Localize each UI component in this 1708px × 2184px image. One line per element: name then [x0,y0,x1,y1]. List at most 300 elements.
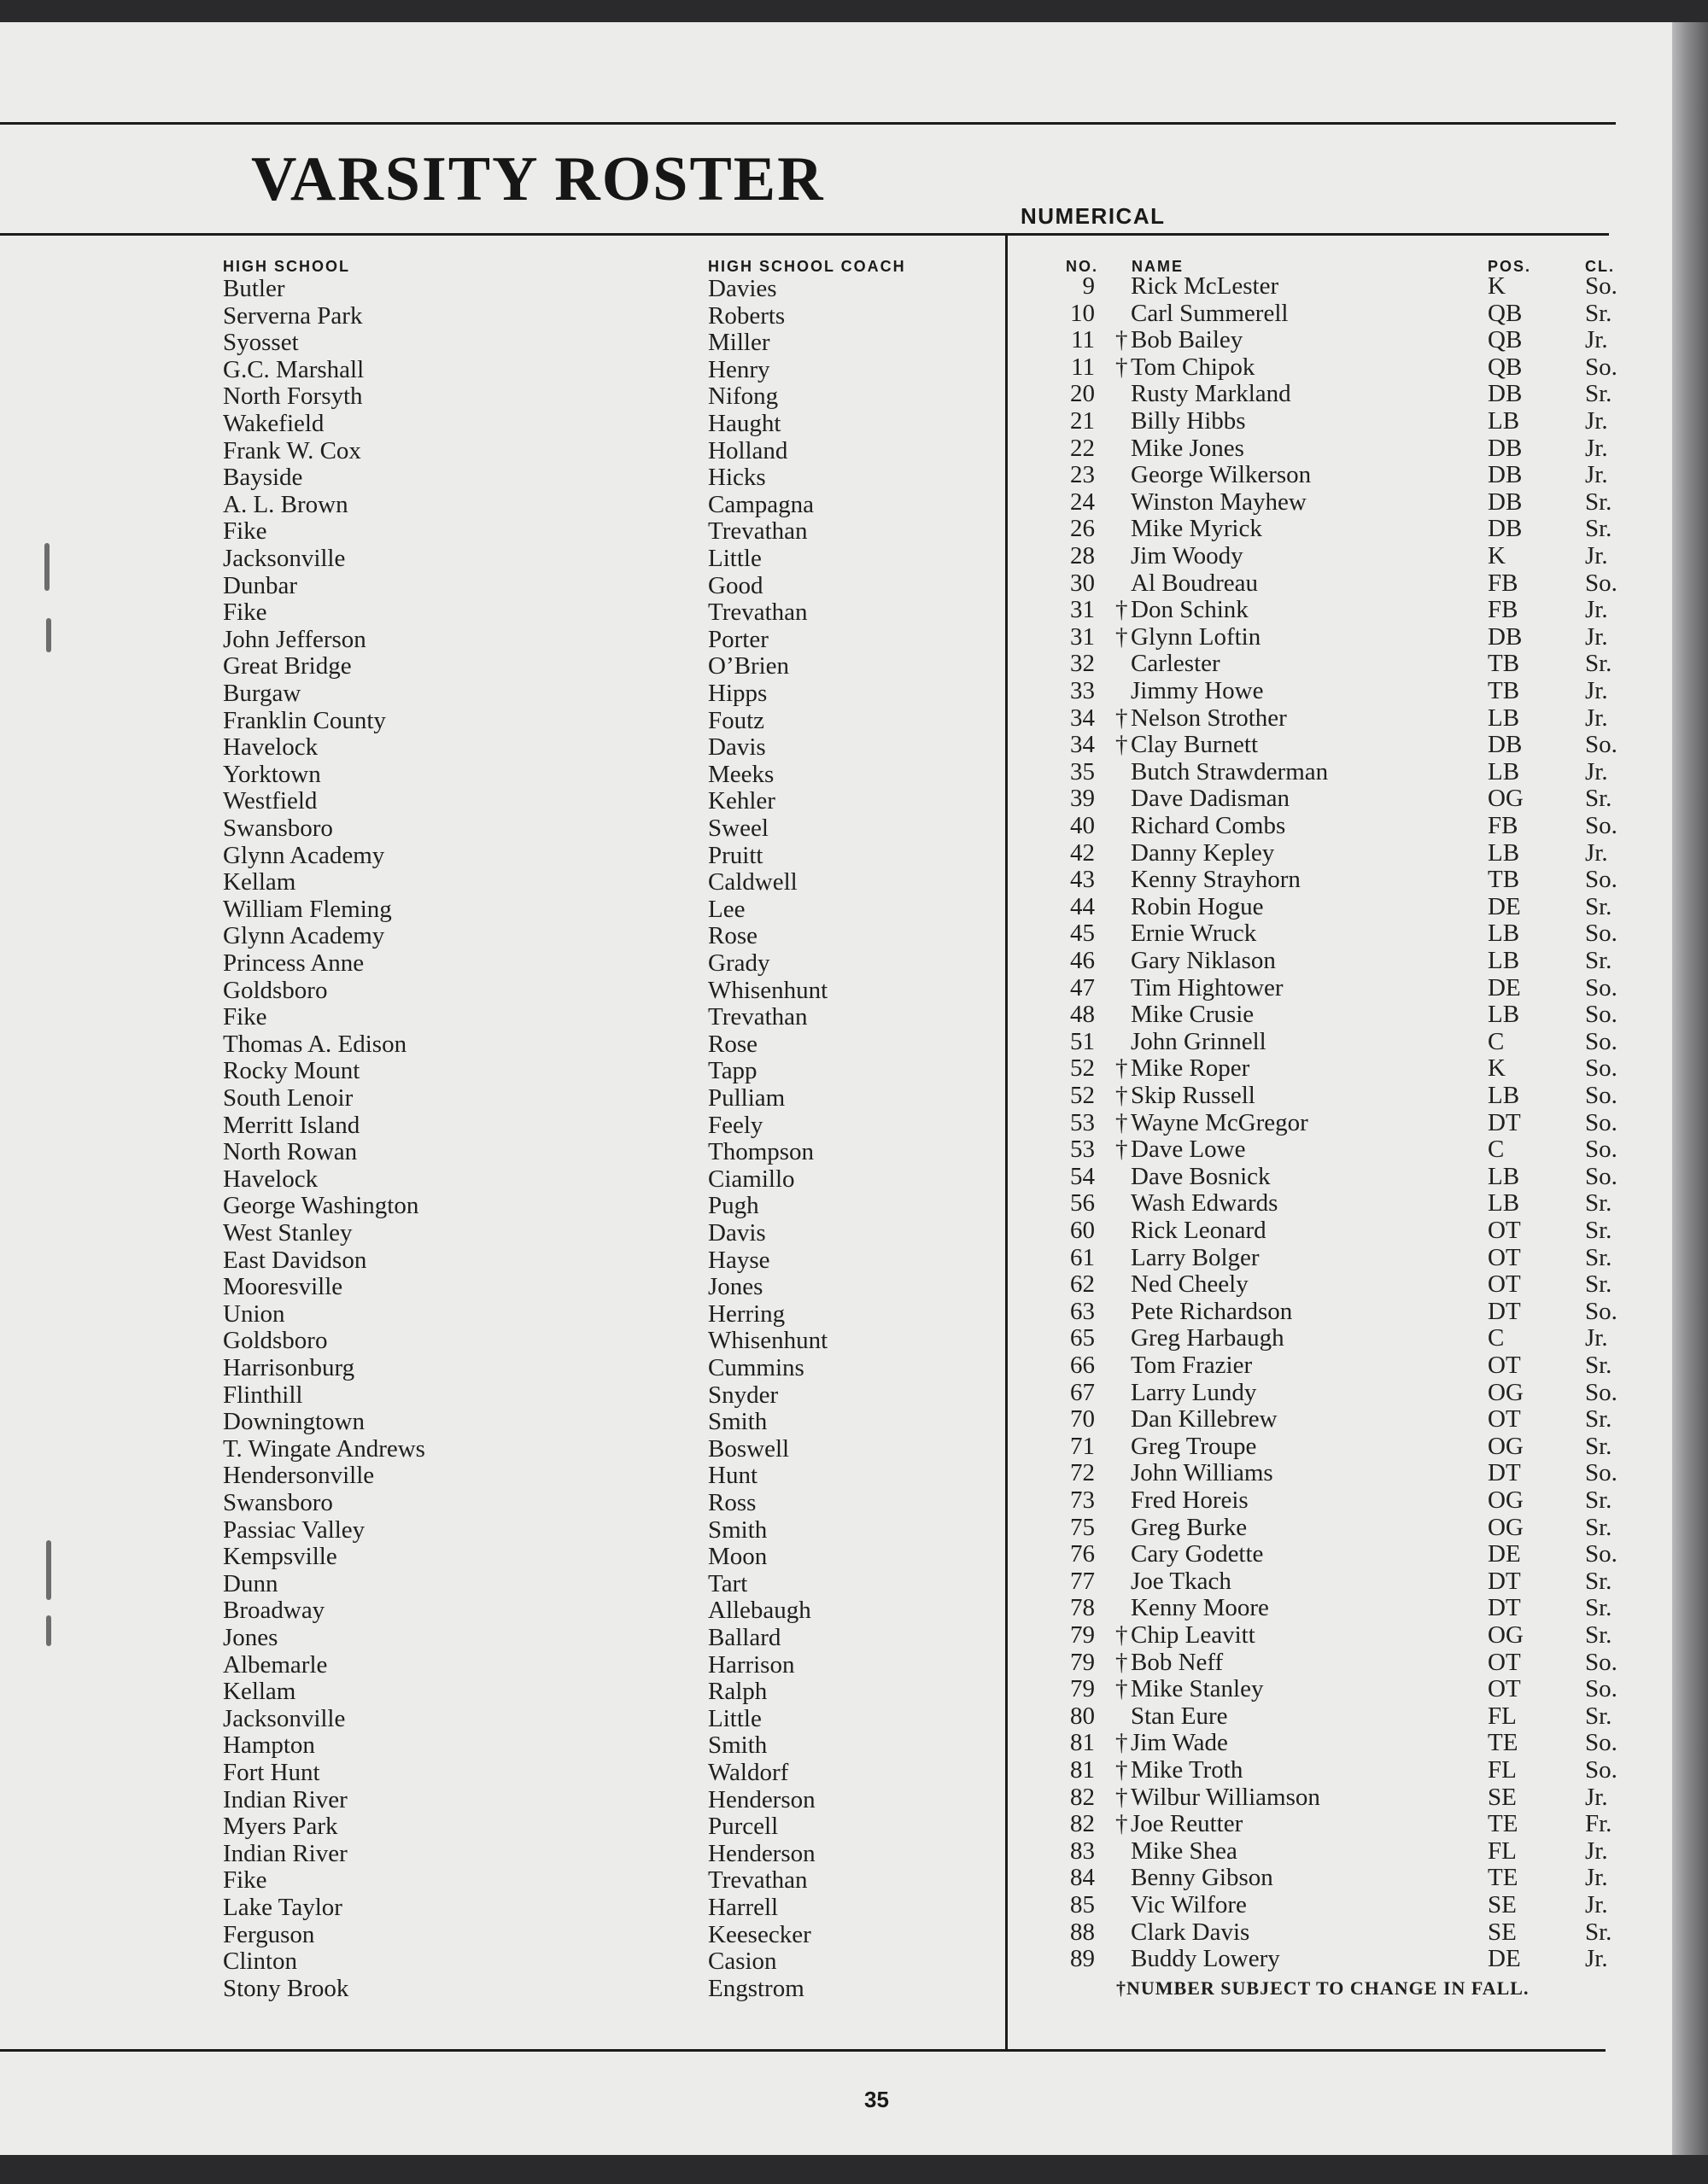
jersey-number-cell: 9 [1082,272,1095,300]
number-change-marker: † [1115,731,1128,759]
jersey-number-cell: 63 [1070,1297,1095,1325]
header-high-school-coach: HIGH SCHOOL COACH [708,258,906,275]
jersey-number-cell: 53 [1070,1136,1095,1164]
player-name-cell: Wash Edwards [1131,1189,1278,1218]
number-change-marker: † [1115,1810,1128,1838]
class-cell: Sr. [1585,1189,1612,1218]
coach-cell: Henderson [708,1785,816,1813]
position-cell: DB [1488,622,1523,651]
class-cell: So. [1585,1729,1617,1757]
coach-cell: Grady [708,949,770,977]
position-cell: OT [1488,1217,1521,1244]
position-cell: DE [1488,973,1521,1001]
high-school-cell: Jacksonville [223,545,346,572]
coach-cell: Smith [708,1408,768,1436]
player-name-cell: Ernie Wruck [1131,920,1257,948]
binder-ring-icon [46,1540,51,1600]
binder-ring-icon [44,543,50,591]
jersey-number-cell: 81 [1070,1756,1095,1784]
position-cell: DB [1488,488,1523,516]
jersey-number-cell: 28 [1070,542,1095,569]
player-name-cell: Cary Godette [1131,1540,1264,1568]
player-name-cell: Joe Reutter [1131,1810,1243,1838]
position-cell: DB [1488,434,1523,462]
high-school-cell: Dunbar [223,571,297,599]
position-cell: DB [1488,515,1523,543]
high-school-cell: Lake Taylor [223,1894,342,1921]
jersey-number-cell: 30 [1070,569,1095,597]
class-cell: Sr. [1585,1352,1612,1379]
player-name-cell: Jimmy Howe [1131,677,1264,704]
high-school-cell: Kellam [223,868,296,896]
jersey-number-cell: 35 [1070,757,1095,785]
position-cell: QB [1488,299,1523,327]
high-school-cell: Swansboro [223,815,333,842]
position-cell: C [1488,1027,1505,1055]
player-name-cell: Vic Wilfore [1131,1891,1247,1918]
high-school-cell: Hendersonville [223,1462,375,1490]
position-cell: LB [1488,920,1520,948]
coach-cell: Smith [708,1515,768,1544]
high-school-cell: Thomas A. Edison [223,1030,407,1058]
high-school-cell: South Lenoir [223,1084,354,1112]
class-cell: So. [1585,1378,1617,1406]
position-cell: TE [1488,1864,1518,1892]
position-cell: OT [1488,1675,1521,1703]
jersey-number-cell: 82 [1070,1783,1095,1811]
coach-cell: Lee [708,895,746,923]
player-name-cell: Mike Stanley [1131,1675,1264,1703]
class-cell: So. [1585,1001,1617,1029]
high-school-cell: Myers Park [223,1813,338,1841]
jersey-number-cell: 34 [1070,731,1095,759]
high-school-cell: Kempsville [223,1543,337,1571]
player-name-cell: Mike Shea [1131,1837,1237,1865]
coach-cell: Snyder [708,1381,779,1409]
player-name-cell: Jim Woody [1131,542,1243,569]
coach-cell: Pruitt [708,841,763,869]
high-school-cell: G.C. Marshall [223,355,365,383]
binder-ring-icon [46,1615,51,1646]
class-cell: Jr. [1585,542,1608,569]
coach-cell: Hayse [708,1246,770,1274]
jersey-number-cell: 77 [1070,1567,1095,1595]
player-name-cell: Rick Leonard [1131,1217,1266,1244]
coach-cell: Meeks [708,760,775,788]
high-school-cell: Serverna Park [223,301,363,330]
high-school-cell: Merritt Island [223,1111,360,1139]
page-title: VARSITY ROSTER [251,144,825,214]
player-name-cell: Mike Roper [1131,1054,1250,1083]
coach-cell: Campagna [708,490,815,518]
position-cell: FB [1488,569,1518,597]
position-cell: OG [1488,1486,1524,1514]
jersey-number-cell: 32 [1070,650,1095,678]
top-rule [0,122,1616,125]
coach-cell: Jones [708,1273,763,1301]
number-change-marker: † [1115,704,1128,732]
class-cell: So. [1585,1756,1617,1784]
class-cell: So. [1585,1540,1617,1568]
coach-cell: Boswell [708,1434,790,1463]
position-cell: OT [1488,1352,1521,1379]
footnote: †NUMBER SUBJECT TO CHANGE IN FALL. [1116,1977,1530,1999]
section-subtitle: NUMERICAL [1021,203,1166,229]
player-name-cell: Rusty Markland [1131,380,1291,408]
position-cell: SE [1488,1918,1517,1946]
jersey-number-cell: 48 [1070,1001,1095,1029]
coach-cell: Davies [708,275,777,302]
jersey-number-cell: 88 [1070,1918,1095,1946]
high-school-cell: Glynn Academy [223,841,385,869]
player-name-cell: Wilbur Williamson [1131,1783,1320,1811]
position-cell: OT [1488,1270,1521,1299]
jersey-number-cell: 79 [1070,1648,1095,1676]
coach-cell: Engstrom [708,1974,804,2002]
player-name-cell: Gary Niklason [1131,947,1276,974]
class-cell: So. [1585,1054,1617,1083]
position-cell: TB [1488,866,1520,894]
player-name-cell: Dan Killebrew [1131,1405,1278,1434]
high-school-cell: William Fleming [223,895,392,923]
coach-cell: Smith [708,1731,768,1760]
high-school-cell: Passiac Valley [223,1515,366,1544]
jersey-number-cell: 47 [1070,973,1095,1001]
position-cell: OG [1488,1378,1524,1406]
jersey-number-cell: 65 [1070,1324,1095,1352]
player-name-cell: Tom Chipok [1131,353,1255,381]
jersey-number-cell: 31 [1070,622,1095,651]
jersey-number-cell: 34 [1070,704,1095,732]
player-name-cell: Carlester [1131,650,1220,678]
jersey-number-cell: 53 [1070,1108,1095,1136]
position-cell: LB [1488,947,1520,974]
header-high-school: HIGH SCHOOL [223,258,351,275]
coach-cell: Feely [708,1111,763,1139]
class-cell: So. [1585,920,1617,948]
jersey-number-cell: 42 [1070,838,1095,867]
jersey-number-cell: 24 [1070,488,1095,516]
coach-cell: Allebaugh [708,1597,811,1625]
class-cell: So. [1585,1459,1617,1487]
class-cell: Sr. [1585,1918,1612,1946]
jersey-number-cell: 78 [1070,1594,1095,1622]
coach-cell: Hipps [708,680,768,707]
high-school-cell: Swansboro [223,1489,333,1516]
jersey-number-cell: 82 [1070,1810,1095,1838]
position-cell: DT [1488,1594,1521,1622]
player-name-cell: Clark Davis [1131,1918,1250,1946]
player-name-cell: Dave Dadisman [1131,785,1290,813]
jersey-number-cell: 56 [1070,1189,1095,1218]
player-name-cell: Pete Richardson [1131,1297,1293,1325]
player-name-cell: Butch Strawderman [1131,757,1329,785]
coach-cell: Ciamillo [708,1165,795,1193]
high-school-cell: Fike [223,599,267,627]
jersey-number-cell: 10 [1070,299,1095,327]
number-change-marker: † [1115,353,1128,381]
player-name-cell: Richard Combs [1131,812,1286,839]
player-name-cell: Wayne McGregor [1131,1108,1308,1136]
high-school-cell: Ferguson [223,1920,315,1948]
jersey-number-cell: 80 [1070,1702,1095,1730]
page-number: 35 [864,2087,889,2112]
class-cell: Sr. [1585,892,1612,920]
position-cell: DE [1488,1540,1521,1568]
number-change-marker: † [1115,1082,1128,1109]
number-change-marker: † [1115,1675,1128,1703]
number-change-marker: † [1115,622,1128,651]
high-school-cell: Goldsboro [223,1327,328,1355]
high-school-cell: Hampton [223,1731,315,1760]
coach-cell: Good [708,571,763,599]
number-change-marker: † [1115,1136,1128,1164]
high-school-cell: Westfield [223,787,318,815]
number-change-marker: † [1115,1729,1128,1757]
number-change-marker: † [1115,1756,1128,1784]
player-name-cell: Ned Cheely [1131,1270,1249,1299]
coach-cell: Harrell [708,1894,779,1921]
coach-cell: Davis [708,733,766,762]
player-name-cell: Stan Eure [1131,1702,1228,1730]
class-cell: Jr. [1585,704,1608,732]
high-school-cell: East Davidson [223,1246,367,1274]
coach-cell: Cummins [708,1354,804,1381]
player-name-cell: John Williams [1131,1459,1273,1487]
class-cell: Sr. [1585,947,1612,974]
jersey-number-cell: 67 [1070,1378,1095,1406]
jersey-number-cell: 44 [1070,892,1095,920]
jersey-number-cell: 33 [1070,677,1095,704]
jersey-number-cell: 26 [1070,515,1095,543]
player-name-cell: Skip Russell [1131,1082,1255,1109]
coach-cell: Waldorf [708,1759,789,1786]
position-cell: SE [1488,1891,1517,1918]
jersey-number-cell: 45 [1070,920,1095,948]
coach-cell: Rose [708,1030,757,1058]
position-cell: FB [1488,596,1518,624]
player-name-cell: Carl Summerell [1131,299,1289,327]
position-cell: FL [1488,1837,1517,1865]
jersey-number-cell: 52 [1070,1082,1095,1109]
jersey-number-cell: 52 [1070,1054,1095,1083]
jersey-number-cell: 22 [1070,434,1095,462]
jersey-number-cell: 66 [1070,1352,1095,1379]
player-name-cell: Bob Bailey [1131,326,1243,354]
player-name-cell: Chip Leavitt [1131,1621,1255,1649]
position-cell: FL [1488,1756,1517,1784]
high-school-cell: Broadway [223,1597,325,1625]
high-school-cell: Fort Hunt [223,1759,320,1786]
player-name-cell: Larry Lundy [1131,1378,1257,1406]
player-name-cell: Nelson Strother [1131,704,1287,732]
high-school-cell: Wakefield [223,410,325,437]
jersey-number-cell: 71 [1070,1432,1095,1460]
class-cell: Jr. [1585,1837,1608,1865]
class-cell: Jr. [1585,1891,1608,1918]
high-school-cell: West Stanley [223,1219,353,1247]
high-school-cell: Indian River [223,1839,348,1867]
class-cell: Sr. [1585,1243,1612,1271]
position-cell: LB [1488,1189,1520,1218]
coach-cell: Hicks [708,464,766,492]
high-school-cell: Indian River [223,1785,348,1813]
high-school-cell: Clinton [223,1947,298,1976]
class-cell: Sr. [1585,1621,1612,1649]
jersey-number-cell: 72 [1070,1459,1095,1487]
class-cell: Jr. [1585,326,1608,354]
high-school-cell: Butler [223,275,285,302]
jersey-number-cell: 73 [1070,1486,1095,1514]
position-cell: OT [1488,1243,1521,1271]
class-cell: So. [1585,569,1617,597]
jersey-number-cell: 40 [1070,812,1095,839]
class-cell: Jr. [1585,677,1608,704]
high-school-cell: Goldsboro [223,976,328,1004]
coach-cell: Nifong [708,382,779,411]
position-cell: OG [1488,1513,1524,1541]
high-school-cell: Jacksonville [223,1704,346,1732]
high-school-cell: Fike [223,517,267,546]
class-cell: Jr. [1585,434,1608,462]
binder-ring-icon [46,618,51,652]
position-cell: OG [1488,785,1524,813]
coach-cell: Moon [708,1543,768,1571]
number-change-marker: † [1115,1783,1128,1811]
class-cell: Sr. [1585,1217,1612,1244]
high-school-cell: Flinthill [223,1381,303,1409]
position-cell: DB [1488,731,1523,759]
player-name-cell: John Grinnell [1131,1027,1266,1055]
class-cell: Fr. [1585,1810,1612,1838]
jersey-number-cell: 11 [1071,326,1095,354]
high-school-cell: Burgaw [223,680,301,707]
high-school-cell: Stony Brook [223,1974,349,2002]
high-school-cell: Downingtown [223,1408,365,1436]
position-cell: LB [1488,407,1520,435]
coach-cell: Foutz [708,706,765,734]
coach-cell: Ballard [708,1624,781,1651]
coach-cell: Henderson [708,1839,816,1867]
coach-cell: Sweel [708,815,769,842]
position-cell: K [1488,1054,1506,1083]
high-school-cell: Franklin County [223,706,386,734]
coach-cell: Henry [708,355,770,383]
position-cell: DT [1488,1459,1521,1487]
high-school-cell: Bayside [223,464,303,492]
position-cell: K [1488,542,1506,569]
class-cell: So. [1585,1108,1617,1136]
class-cell: So. [1585,272,1617,300]
jersey-number-cell: 39 [1070,785,1095,813]
coach-cell: Keesecker [708,1920,811,1948]
class-cell: Sr. [1585,1270,1612,1299]
position-cell: FB [1488,812,1518,839]
jersey-number-cell: 75 [1070,1513,1095,1541]
coach-cell: Trevathan [708,599,808,627]
class-cell: So. [1585,353,1617,381]
player-name-cell: Jim Wade [1131,1729,1228,1757]
position-cell: LB [1488,1082,1520,1109]
class-cell: Sr. [1585,1486,1612,1514]
player-name-cell: Greg Burke [1131,1513,1248,1541]
class-cell: So. [1585,1082,1617,1109]
player-name-cell: Glynn Loftin [1131,622,1261,651]
coach-cell: Ross [708,1489,757,1516]
position-cell: LB [1488,757,1520,785]
jersey-number-cell: 70 [1070,1405,1095,1434]
position-cell: QB [1488,353,1523,381]
high-school-cell: Syosset [223,329,299,357]
coach-cell: Kehler [708,787,775,815]
position-cell: LB [1488,704,1520,732]
player-name-cell: Tim Hightower [1131,973,1284,1001]
coach-cell: Porter [708,625,769,653]
high-school-cell: Frank W. Cox [223,436,361,464]
jersey-number-cell: 89 [1070,1945,1095,1973]
high-school-cell: Kellam [223,1678,296,1706]
player-name-cell: Kenny Strayhorn [1131,866,1301,894]
player-name-cell: Mike Crusie [1131,1001,1255,1029]
coach-cell: Davis [708,1219,766,1247]
class-cell: Jr. [1585,1864,1608,1892]
position-cell: FL [1488,1702,1517,1730]
player-name-cell: Greg Troupe [1131,1432,1257,1460]
player-name-cell: Mike Jones [1131,434,1244,462]
coach-cell: Trevathan [708,1866,808,1895]
jersey-number-cell: 62 [1070,1270,1095,1299]
class-cell: So. [1585,1648,1617,1676]
class-cell: So. [1585,1297,1617,1325]
player-name-cell: Buddy Lowery [1131,1945,1280,1973]
coach-cell: Trevathan [708,517,808,546]
class-cell: Sr. [1585,785,1612,813]
coach-cell: Ralph [708,1678,768,1706]
position-cell: TB [1488,650,1520,678]
position-cell: DT [1488,1297,1521,1325]
player-name-cell: Robin Hogue [1131,892,1264,920]
class-cell: Sr. [1585,1405,1612,1434]
jersey-number-cell: 84 [1070,1864,1095,1892]
high-school-cell: John Jefferson [223,625,366,653]
high-school-cell: Great Bridge [223,652,352,680]
player-name-cell: Don Schink [1131,596,1249,624]
high-school-cell: Albemarle [223,1650,328,1679]
class-cell: Jr. [1585,1324,1608,1352]
class-cell: Sr. [1585,1594,1612,1622]
jersey-number-cell: 54 [1070,1162,1095,1190]
jersey-number-cell: 46 [1070,947,1095,974]
player-name-cell: Kenny Moore [1131,1594,1269,1622]
player-name-cell: Larry Bolger [1131,1243,1260,1271]
coach-cell: Trevathan [708,1003,808,1031]
coach-cell: Thompson [708,1138,815,1166]
high-school-cell: Harrisonburg [223,1354,355,1381]
position-cell: DE [1488,892,1521,920]
class-cell: So. [1585,812,1617,839]
header-position: POS. [1488,258,1532,275]
player-name-cell: Benny Gibson [1131,1864,1273,1892]
coach-cell: Whisenhunt [708,976,828,1004]
player-name-cell: Clay Burnett [1131,731,1259,759]
high-school-cell: George Washington [223,1192,419,1220]
class-cell: Sr. [1585,650,1612,678]
jersey-number-cell: 83 [1070,1837,1095,1865]
number-change-marker: † [1115,1621,1128,1649]
position-cell: DB [1488,461,1523,489]
position-cell: TE [1488,1729,1518,1757]
coach-cell: Casion [708,1947,777,1976]
